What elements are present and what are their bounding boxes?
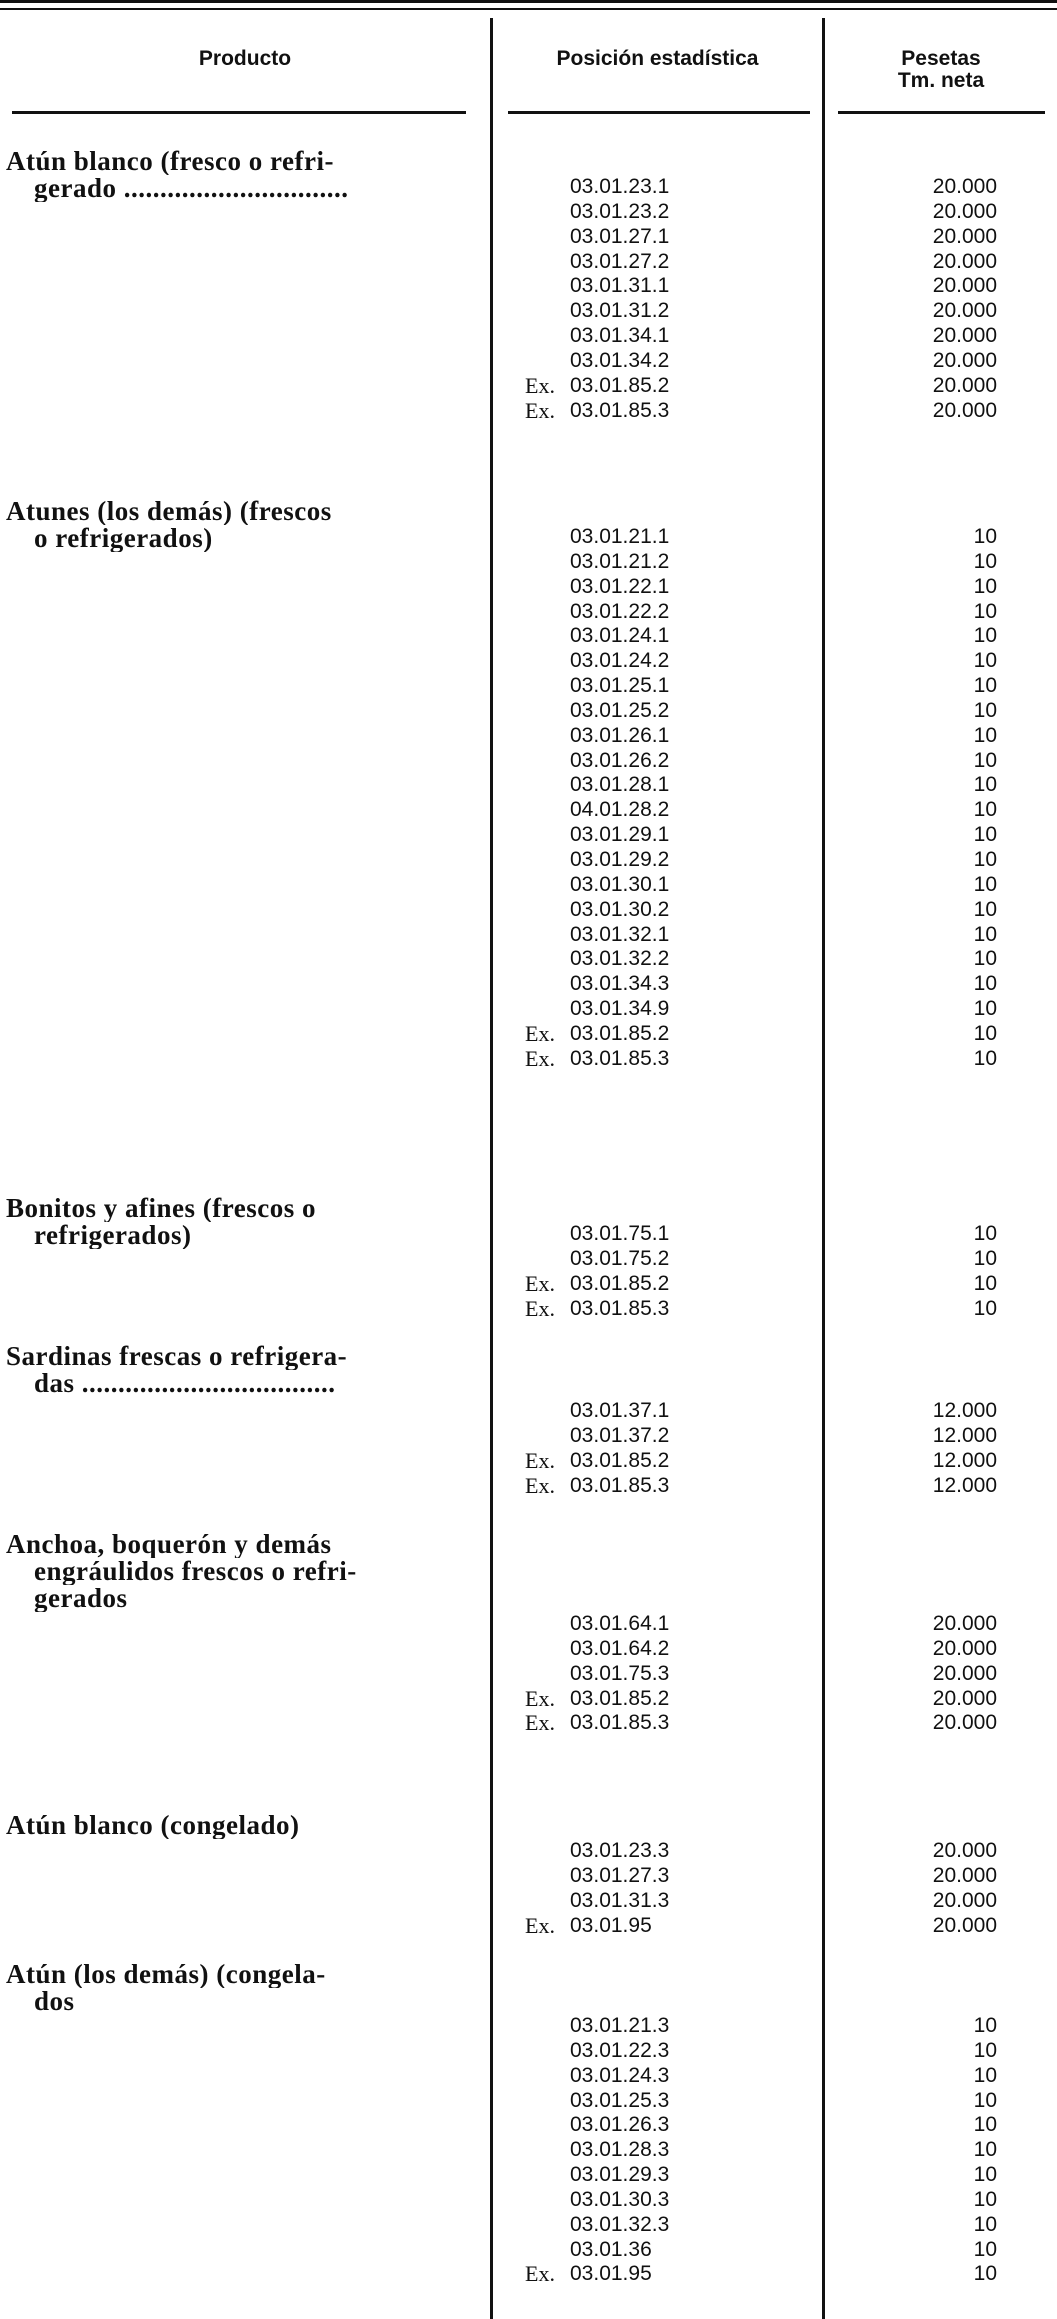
statistical-position: 03.01.85.2 <box>570 373 670 397</box>
pesetas-value: 10 <box>973 2038 997 2062</box>
pesetas-value: 20.000 <box>932 1913 997 1937</box>
table-row <box>0 575 1057 600</box>
code-list <box>0 1399 1057 1498</box>
product-name-line: Bonitos y afines (frescos o <box>6 1195 316 1222</box>
product-name <box>6 1961 484 2015</box>
table-row <box>0 1711 1057 1736</box>
pesetas-value: 10 <box>973 624 997 648</box>
table-row <box>0 749 1057 774</box>
table-row <box>0 2089 1057 2114</box>
statistical-position: 03.01.23.3 <box>570 1839 670 1862</box>
table-row <box>0 997 1057 1022</box>
ex-prefix: Ex. <box>525 1447 555 1473</box>
pesetas-value: 10 <box>973 525 997 548</box>
pesetas-value: 10 <box>973 599 997 623</box>
code-list <box>0 1222 1057 1321</box>
statistical-position: 03.01.32.2 <box>570 947 670 971</box>
statistical-position: 03.01.30.2 <box>570 897 670 921</box>
code-list <box>0 525 1057 1072</box>
statistical-position: 03.01.85.2 <box>570 1448 670 1472</box>
table-row <box>0 1612 1057 1637</box>
table-row <box>0 1247 1057 1272</box>
statistical-position: 03.01.85.2 <box>570 1686 670 1710</box>
product-name-line: o refrigerados) <box>34 525 213 552</box>
pesetas-value: 10 <box>973 798 997 822</box>
table-row <box>0 274 1057 299</box>
pesetas-value: 20.000 <box>932 274 997 298</box>
header-pesetas-line1: Pesetas <box>901 47 981 70</box>
pesetas-value: 20.000 <box>932 249 997 273</box>
table-row <box>0 1222 1057 1247</box>
table-row <box>0 1424 1057 1449</box>
pesetas-value: 20.000 <box>932 348 997 372</box>
pesetas-value: 20.000 <box>932 1686 997 1710</box>
table-row <box>0 2262 1057 2287</box>
product-name-line: gerados <box>34 1585 128 1612</box>
table-row <box>0 724 1057 749</box>
statistical-position: 03.01.95 <box>570 1913 652 1937</box>
statistical-position: 03.01.85.3 <box>570 1711 670 1735</box>
code-list <box>0 2014 1057 2287</box>
table-row <box>0 525 1057 550</box>
table-row <box>0 624 1057 649</box>
statistical-position: 03.01.37.1 <box>570 1399 670 1422</box>
pesetas-value: 10 <box>973 1046 997 1070</box>
code-list <box>0 1839 1057 1938</box>
statistical-position: 03.01.31.1 <box>570 274 670 298</box>
pesetas-value: 10 <box>973 773 997 797</box>
ex-prefix: Ex. <box>525 1472 555 1498</box>
pesetas-value: 10 <box>973 872 997 896</box>
table-row <box>0 600 1057 625</box>
statistical-position: 03.01.75.3 <box>570 1661 670 1685</box>
statistical-position: 03.01.75.2 <box>570 1246 670 1270</box>
statistical-position: 03.01.23.1 <box>570 175 670 198</box>
product-name-line: Sardinas frescas o refrigera- <box>6 1343 348 1370</box>
pesetas-value: 10 <box>973 698 997 722</box>
table-row <box>0 1449 1057 1474</box>
table-row <box>0 848 1057 873</box>
table-row <box>0 175 1057 200</box>
table-row <box>0 972 1057 997</box>
pesetas-value: 10 <box>973 1222 997 1245</box>
pesetas-value: 20.000 <box>932 1612 997 1635</box>
table-row <box>0 1914 1057 1939</box>
pesetas-value: 10 <box>973 2212 997 2236</box>
ex-prefix: Ex. <box>525 1020 555 1046</box>
table-row <box>0 2138 1057 2163</box>
pesetas-value: 10 <box>973 674 997 698</box>
statistical-position: 03.01.28.1 <box>570 773 670 797</box>
statistical-position: 03.01.34.9 <box>570 997 670 1021</box>
table-row <box>0 2213 1057 2238</box>
pesetas-value: 10 <box>973 1021 997 1045</box>
product-name-line: das ................................... <box>34 1370 336 1397</box>
table-row <box>0 674 1057 699</box>
pesetas-value: 20.000 <box>932 224 997 248</box>
statistical-position: 03.01.64.1 <box>570 1612 670 1635</box>
pesetas-value: 12.000 <box>932 1399 997 1422</box>
pesetas-value: 10 <box>973 1296 997 1320</box>
statistical-position: 03.01.34.1 <box>570 324 670 348</box>
top-rule-thin <box>0 8 1057 10</box>
ex-prefix: Ex. <box>525 1045 555 1071</box>
statistical-position: 03.01.31.3 <box>570 1888 670 1912</box>
table-row <box>0 2064 1057 2089</box>
ex-prefix: Ex. <box>525 397 555 423</box>
pesetas-value: 20.000 <box>932 199 997 223</box>
pesetas-value: 10 <box>973 748 997 772</box>
header-pesetas <box>825 48 1057 92</box>
top-rule <box>0 0 1057 3</box>
ex-prefix: Ex. <box>525 2261 555 2287</box>
table-row <box>0 2238 1057 2263</box>
statistical-position: 03.01.85.3 <box>570 1296 670 1320</box>
table-row <box>0 2014 1057 2039</box>
table-row <box>0 2113 1057 2138</box>
pesetas-value: 10 <box>973 2163 997 2187</box>
product-name <box>6 1812 484 1839</box>
product-name-line: engráulidos frescos o refri- <box>34 1558 357 1585</box>
table-row <box>0 1637 1057 1662</box>
pesetas-value: 20.000 <box>932 324 997 348</box>
pesetas-value: 10 <box>973 847 997 871</box>
statistical-position: 03.01.34.2 <box>570 348 670 372</box>
product-name-line: dos <box>34 1988 75 2015</box>
statistical-position: 03.01.32.1 <box>570 922 670 946</box>
header-rule-producto <box>12 111 466 114</box>
pesetas-value: 10 <box>973 649 997 673</box>
statistical-position: 03.01.36 <box>570 2237 652 2261</box>
pesetas-value: 20.000 <box>932 373 997 397</box>
pesetas-value: 10 <box>973 2063 997 2087</box>
statistical-position: 03.01.27.3 <box>570 1863 670 1887</box>
statistical-position: 03.01.22.1 <box>570 574 670 598</box>
code-list <box>0 1612 1057 1736</box>
pesetas-value: 12.000 <box>932 1473 997 1497</box>
statistical-position: 03.01.75.1 <box>570 1222 670 1245</box>
statistical-position: 03.01.21.2 <box>570 549 670 573</box>
statistical-position: 03.01.34.3 <box>570 972 670 996</box>
statistical-position: 03.01.22.3 <box>570 2038 670 2062</box>
table-row <box>0 1864 1057 1889</box>
pesetas-value: 10 <box>973 997 997 1021</box>
statistical-position: 03.01.24.2 <box>570 649 670 673</box>
statistical-position: 03.01.25.3 <box>570 2088 670 2112</box>
product-name-line: gerado ............................... <box>34 175 349 202</box>
product-name-line: Atún (los demás) (congela- <box>6 1961 326 1988</box>
ex-prefix: Ex. <box>525 1295 555 1321</box>
statistical-position: 03.01.37.2 <box>570 1423 670 1447</box>
pesetas-value: 10 <box>973 972 997 996</box>
table-row <box>0 699 1057 724</box>
table-row <box>0 2188 1057 2213</box>
product-name-line: Atún blanco (fresco o refri- <box>6 148 334 175</box>
statistical-position: 03.01.85.3 <box>570 1473 670 1497</box>
table-row <box>0 923 1057 948</box>
pesetas-value: 10 <box>973 2014 997 2037</box>
pesetas-value: 10 <box>973 947 997 971</box>
table-row <box>0 2039 1057 2064</box>
statistical-position: 03.01.27.1 <box>570 224 670 248</box>
ex-prefix: Ex. <box>525 1270 555 1296</box>
pesetas-value: 10 <box>973 2237 997 2261</box>
header-rule-pesetas <box>838 111 1045 114</box>
statistical-position: 03.01.29.2 <box>570 847 670 871</box>
statistical-position: 03.01.29.1 <box>570 823 670 847</box>
pesetas-value: 20.000 <box>932 1839 997 1862</box>
pesetas-value: 20.000 <box>932 1711 997 1735</box>
pesetas-value: 20.000 <box>932 1636 997 1660</box>
header-rule-posicion <box>508 111 810 114</box>
table-row <box>0 1272 1057 1297</box>
statistical-position: 03.01.21.1 <box>570 525 670 548</box>
pesetas-value: 10 <box>973 897 997 921</box>
table-row <box>0 1839 1057 1864</box>
ex-prefix: Ex. <box>525 1710 555 1736</box>
statistical-position: 04.01.28.2 <box>570 798 670 822</box>
table-row <box>0 798 1057 823</box>
ex-prefix: Ex. <box>525 1685 555 1711</box>
statistical-position: 03.01.85.2 <box>570 1271 670 1295</box>
statistical-position: 03.01.28.3 <box>570 2138 670 2162</box>
table-row <box>0 1662 1057 1687</box>
pesetas-value: 10 <box>973 1246 997 1270</box>
statistical-position: 03.01.26.3 <box>570 2113 670 2137</box>
statistical-position: 03.01.85.3 <box>570 398 670 422</box>
product-name-line: refrigerados) <box>34 1222 192 1249</box>
product-name-line: Anchoa, boquerón y demás <box>6 1531 332 1558</box>
table-row <box>0 299 1057 324</box>
statistical-position: 03.01.25.2 <box>570 698 670 722</box>
table-row <box>0 550 1057 575</box>
statistical-position: 03.01.85.2 <box>570 1021 670 1045</box>
statistical-position: 03.01.29.3 <box>570 2163 670 2187</box>
table-row <box>0 1889 1057 1914</box>
statistical-position: 03.01.24.1 <box>570 624 670 648</box>
product-name <box>6 1531 484 1612</box>
table-row <box>0 947 1057 972</box>
pesetas-value: 10 <box>973 2187 997 2211</box>
pesetas-value: 10 <box>973 2113 997 2137</box>
pesetas-value: 10 <box>973 2088 997 2112</box>
ex-prefix: Ex. <box>525 372 555 398</box>
table-row <box>0 1022 1057 1047</box>
header-posicion: Posición estadística <box>556 47 759 70</box>
statistical-position: 03.01.32.3 <box>570 2212 670 2236</box>
table-row <box>0 225 1057 250</box>
table-row <box>0 1047 1057 1072</box>
statistical-position: 03.01.21.3 <box>570 2014 670 2037</box>
statistical-position: 03.01.26.2 <box>570 748 670 772</box>
statistical-position: 03.01.24.3 <box>570 2063 670 2087</box>
statistical-position: 03.01.22.2 <box>570 599 670 623</box>
pesetas-value: 10 <box>973 549 997 573</box>
statistical-position: 03.01.30.1 <box>570 872 670 896</box>
table-row <box>0 873 1057 898</box>
header-producto: Producto <box>198 47 292 70</box>
header-pesetas-line2: Tm. neta <box>897 69 985 92</box>
table-row <box>0 823 1057 848</box>
product-name-line: Atún blanco (congelado) <box>6 1812 300 1839</box>
product-name <box>6 1343 484 1397</box>
pesetas-value: 10 <box>973 2138 997 2162</box>
code-list <box>0 175 1057 423</box>
statistical-position: 03.01.30.3 <box>570 2187 670 2211</box>
table-row <box>0 1474 1057 1499</box>
pesetas-value: 10 <box>973 823 997 847</box>
statistical-position: 03.01.27.2 <box>570 249 670 273</box>
pesetas-value: 10 <box>973 574 997 598</box>
statistical-position: 03.01.23.2 <box>570 199 670 223</box>
pesetas-value: 12.000 <box>932 1448 997 1472</box>
table-row <box>0 399 1057 424</box>
ex-prefix: Ex. <box>525 1912 555 1938</box>
statistical-position: 03.01.26.1 <box>570 723 670 747</box>
pesetas-value: 12.000 <box>932 1423 997 1447</box>
pesetas-value: 20.000 <box>932 1661 997 1685</box>
pesetas-value: 10 <box>973 723 997 747</box>
pesetas-value: 20.000 <box>932 299 997 323</box>
table-row <box>0 1687 1057 1712</box>
table-row <box>0 649 1057 674</box>
table-row <box>0 1399 1057 1424</box>
statistical-position: 03.01.25.1 <box>570 674 670 698</box>
table-row <box>0 324 1057 349</box>
pesetas-value: 10 <box>973 2262 997 2286</box>
statistical-position: 03.01.64.2 <box>570 1636 670 1660</box>
statistical-position: 03.01.31.2 <box>570 299 670 323</box>
pesetas-value: 20.000 <box>932 1863 997 1887</box>
statistical-position: 03.01.95 <box>570 2262 652 2286</box>
table-row <box>0 200 1057 225</box>
table-row <box>0 374 1057 399</box>
table-row <box>0 898 1057 923</box>
product-name-line: Atunes (los demás) (frescos <box>6 498 332 525</box>
pesetas-value: 20.000 <box>932 1888 997 1912</box>
pesetas-value: 20.000 <box>932 175 997 198</box>
statistical-position: 03.01.85.3 <box>570 1046 670 1070</box>
pesetas-value: 10 <box>973 922 997 946</box>
pesetas-value: 10 <box>973 1271 997 1295</box>
table-row <box>0 1297 1057 1322</box>
table-row <box>0 349 1057 374</box>
table-row <box>0 773 1057 798</box>
table-row <box>0 2163 1057 2188</box>
table-row <box>0 250 1057 275</box>
pesetas-value: 20.000 <box>932 398 997 422</box>
